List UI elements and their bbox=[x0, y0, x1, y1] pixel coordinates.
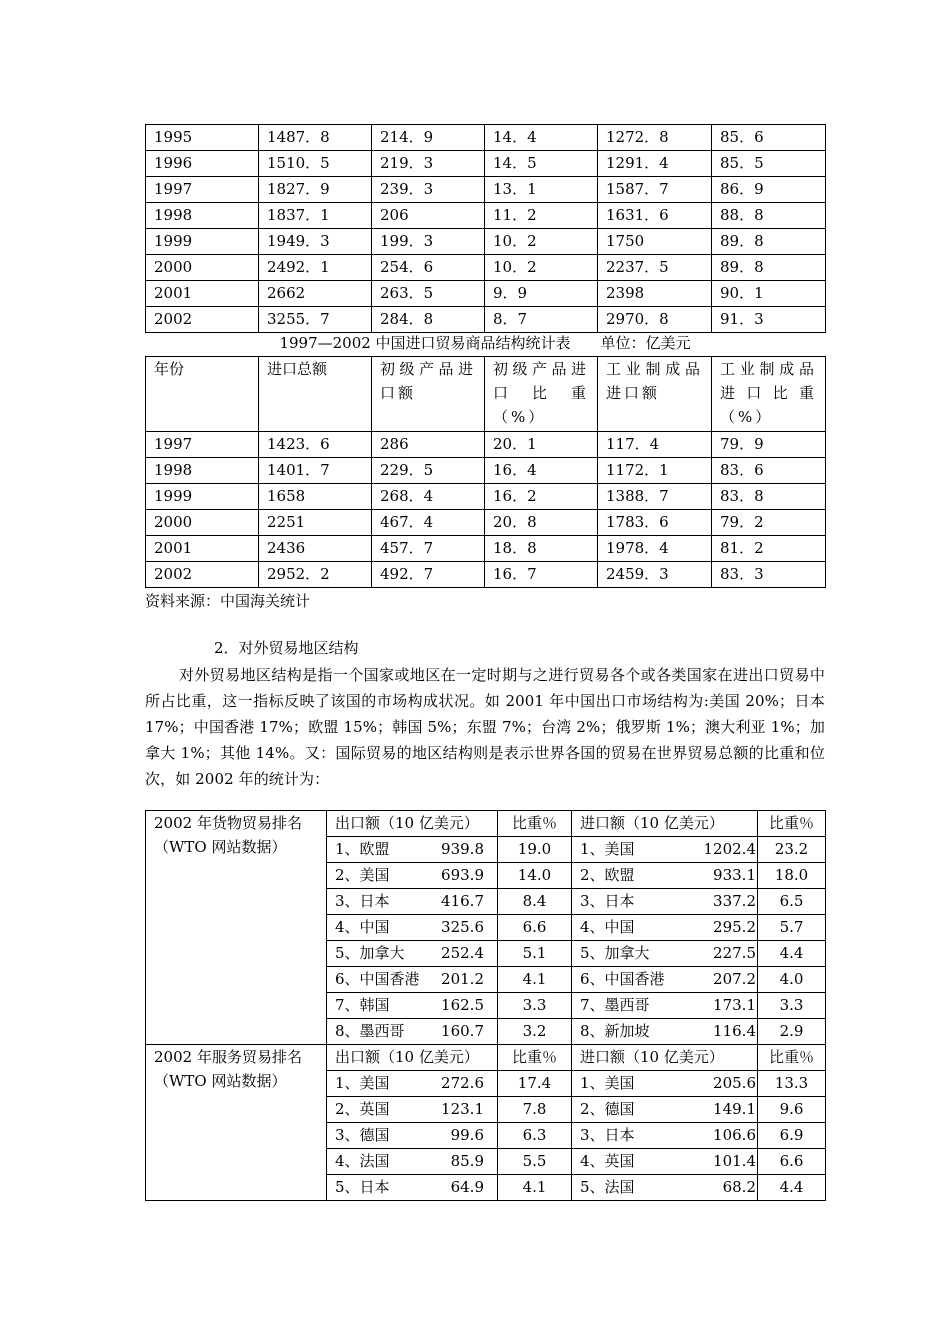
export-share: 4.1 bbox=[498, 1175, 572, 1201]
manufactured-amount-cell: 2970．8 bbox=[598, 307, 712, 333]
country-name: 3、日本 bbox=[335, 892, 390, 910]
year-cell: 2002 bbox=[146, 562, 259, 588]
primary-amount-cell: 284．8 bbox=[372, 307, 485, 333]
import-value: 101.4 bbox=[713, 1152, 756, 1170]
primary-share-cell: 10．2 bbox=[485, 229, 598, 255]
import-share: 5.7 bbox=[758, 915, 826, 941]
import-value: 173.1 bbox=[713, 996, 756, 1014]
country-name: 7、墨西哥 bbox=[580, 996, 650, 1014]
import-structure-table bbox=[145, 356, 826, 588]
country-name: 6、中国香港 bbox=[580, 970, 665, 988]
table-row bbox=[146, 536, 826, 562]
services-header-row bbox=[146, 1045, 826, 1071]
export-value: 939.8 bbox=[441, 840, 484, 858]
import-share: 9.6 bbox=[758, 1097, 826, 1123]
import-share: 3.3 bbox=[758, 993, 826, 1019]
primary-share-cell: 20．1 bbox=[485, 432, 598, 458]
primary-share-cell: 16．7 bbox=[485, 562, 598, 588]
export-value: 325.6 bbox=[441, 918, 484, 936]
export-value: 416.7 bbox=[441, 892, 484, 910]
table-row bbox=[146, 307, 826, 333]
export-entry bbox=[327, 863, 498, 889]
manufactured-share-cell: 85．6 bbox=[712, 125, 826, 151]
country-name: 2、英国 bbox=[335, 1100, 390, 1118]
table-row bbox=[146, 484, 826, 510]
manufactured-amount-cell: 1631．6 bbox=[598, 203, 712, 229]
manufactured-amount-cell: 1291．4 bbox=[598, 151, 712, 177]
table-row bbox=[146, 281, 826, 307]
total-cell: 1827．9 bbox=[259, 177, 372, 203]
primary-share-cell: 8．7 bbox=[485, 307, 598, 333]
import-structure-body bbox=[146, 357, 826, 588]
export-entry bbox=[327, 1149, 498, 1175]
import-entry bbox=[572, 1019, 758, 1045]
manufactured-amount-cell: 1750 bbox=[598, 229, 712, 255]
body-paragraph: 对外贸易地区结构是指一个国家或地区在一定时期与之进行贸易各个或各类国家在进出口贸易中所占比重，这一指标反映了该国的市场构成状况。如 2001 年中国出口市场结构为:美国 20%；日本 17%；中国香港 17%；欧盟 15%；韩国 5%；东盟 7%；台湾 2%；俄罗斯 1%；澳大利亚 1%；加拿大 1%；其他 14%。又：国际贸易的地区结构则是表示世界各国的贸易在世界贸易总额的比重和位次，如 2002 年的统计为： bbox=[145, 666, 825, 788]
export-entry bbox=[327, 993, 498, 1019]
import-value: 207.2 bbox=[713, 970, 756, 988]
year-cell: 2001 bbox=[146, 536, 259, 562]
services-col-export: 出口额（10 亿美元） bbox=[327, 1045, 498, 1071]
table-row bbox=[146, 432, 826, 458]
export-share: 7.8 bbox=[498, 1097, 572, 1123]
total-cell: 1949．3 bbox=[259, 229, 372, 255]
import-share: 6.5 bbox=[758, 889, 826, 915]
export-value: 123.1 bbox=[441, 1100, 484, 1118]
import-entry bbox=[572, 1097, 758, 1123]
table-header-row bbox=[146, 357, 826, 432]
year-cell: 1995 bbox=[146, 125, 259, 151]
import-value: 295.2 bbox=[713, 918, 756, 936]
manufactured-amount-cell: 117．4 bbox=[598, 432, 712, 458]
year-cell: 2002 bbox=[146, 307, 259, 333]
manufactured-share-cell: 89．8 bbox=[712, 255, 826, 281]
primary-share-cell: 16．2 bbox=[485, 484, 598, 510]
total-cell: 2492．1 bbox=[259, 255, 372, 281]
export-entry bbox=[327, 1175, 498, 1201]
wto-ranking-body bbox=[146, 811, 826, 1201]
goods-label-line2: （WTO 网站数据） bbox=[154, 838, 287, 856]
import-entry bbox=[572, 941, 758, 967]
primary-amount-cell: 254．6 bbox=[372, 255, 485, 281]
export-share: 19.0 bbox=[498, 837, 572, 863]
export-share: 5.1 bbox=[498, 941, 572, 967]
import-entry bbox=[572, 1071, 758, 1097]
header-primary-amount: 初级产品进口额 bbox=[372, 357, 485, 432]
total-cell: 1837．1 bbox=[259, 203, 372, 229]
import-share: 4.4 bbox=[758, 941, 826, 967]
header-manufactured-amount: 工业制成品进口额 bbox=[598, 357, 712, 432]
manufactured-amount-cell: 2398 bbox=[598, 281, 712, 307]
total-cell: 2662 bbox=[259, 281, 372, 307]
header-total: 进口总额 bbox=[259, 357, 372, 432]
import-share: 18.0 bbox=[758, 863, 826, 889]
primary-amount-cell: 206 bbox=[372, 203, 485, 229]
manufactured-amount-cell: 1783．6 bbox=[598, 510, 712, 536]
manufactured-share-cell: 83．6 bbox=[712, 458, 826, 484]
export-structure-body bbox=[146, 125, 826, 333]
import-entry bbox=[572, 967, 758, 993]
import-entry bbox=[572, 1175, 758, 1201]
goods-col-import: 进口额（10 亿美元） bbox=[572, 811, 758, 837]
country-name: 1、欧盟 bbox=[335, 840, 390, 858]
export-share: 4.1 bbox=[498, 967, 572, 993]
import-share: 13.3 bbox=[758, 1071, 826, 1097]
import-entry bbox=[572, 1123, 758, 1149]
country-name: 4、法国 bbox=[335, 1152, 390, 1170]
country-name: 5、日本 bbox=[335, 1178, 390, 1196]
manufactured-share-cell: 89．8 bbox=[712, 229, 826, 255]
import-entry bbox=[572, 863, 758, 889]
country-name: 3、德国 bbox=[335, 1126, 390, 1144]
primary-share-cell: 10．2 bbox=[485, 255, 598, 281]
country-name: 8、新加坡 bbox=[580, 1022, 650, 1040]
import-share: 6.6 bbox=[758, 1149, 826, 1175]
export-entry bbox=[327, 889, 498, 915]
import-value: 68.2 bbox=[722, 1178, 756, 1196]
country-name: 2、美国 bbox=[335, 866, 390, 884]
country-name: 8、墨西哥 bbox=[335, 1022, 405, 1040]
primary-amount-cell: 268．4 bbox=[372, 484, 485, 510]
table-row bbox=[146, 229, 826, 255]
total-cell: 1487．8 bbox=[259, 125, 372, 151]
total-cell: 2251 bbox=[259, 510, 372, 536]
goods-col-share: 比重％ bbox=[498, 811, 572, 837]
services-col-share2: 比重％ bbox=[758, 1045, 826, 1071]
import-share: 4.4 bbox=[758, 1175, 826, 1201]
services-label-line1: 2002 年服务贸易排名 bbox=[154, 1048, 302, 1066]
total-cell: 1423．6 bbox=[259, 432, 372, 458]
country-name: 4、中国 bbox=[335, 918, 390, 936]
primary-amount-cell: 229．5 bbox=[372, 458, 485, 484]
export-entry bbox=[327, 941, 498, 967]
total-cell: 2952．2 bbox=[259, 562, 372, 588]
export-entry bbox=[327, 1071, 498, 1097]
total-cell: 1401．7 bbox=[259, 458, 372, 484]
manufactured-share-cell: 90．1 bbox=[712, 281, 826, 307]
manufactured-share-cell: 83．8 bbox=[712, 484, 826, 510]
export-structure-table bbox=[145, 124, 826, 333]
services-col-import: 进口额（10 亿美元） bbox=[572, 1045, 758, 1071]
export-value: 272.6 bbox=[441, 1074, 484, 1092]
manufactured-amount-cell: 2459．3 bbox=[598, 562, 712, 588]
import-value: 116.4 bbox=[713, 1022, 756, 1040]
manufactured-amount-cell: 1587．7 bbox=[598, 177, 712, 203]
import-value: 227.5 bbox=[713, 944, 756, 962]
year-cell: 1997 bbox=[146, 432, 259, 458]
primary-amount-cell: 467．4 bbox=[372, 510, 485, 536]
goods-col-export: 出口额（10 亿美元） bbox=[327, 811, 498, 837]
primary-share-cell: 9．9 bbox=[485, 281, 598, 307]
import-value: 1202.4 bbox=[703, 840, 756, 858]
country-name: 3、日本 bbox=[580, 1126, 635, 1144]
total-cell: 1510．5 bbox=[259, 151, 372, 177]
export-entry bbox=[327, 1097, 498, 1123]
import-table-caption: 1997—2002 中国进口贸易商品结构统计表 单位：亿美元 bbox=[279, 334, 691, 352]
year-cell: 1996 bbox=[146, 151, 259, 177]
export-value: 64.9 bbox=[450, 1178, 484, 1196]
export-value: 252.4 bbox=[441, 944, 484, 962]
import-value: 933.1 bbox=[713, 866, 756, 884]
import-share: 2.9 bbox=[758, 1019, 826, 1045]
manufactured-share-cell: 88．8 bbox=[712, 203, 826, 229]
import-share: 4.0 bbox=[758, 967, 826, 993]
source-note: 资料来源：中国海关统计 bbox=[145, 592, 311, 610]
section-heading: 2．对外贸易地区结构 bbox=[214, 639, 359, 657]
country-name: 1、美国 bbox=[580, 1074, 635, 1092]
goods-ranking-label bbox=[146, 811, 327, 1045]
export-entry bbox=[327, 1123, 498, 1149]
export-entry bbox=[327, 967, 498, 993]
export-value: 85.9 bbox=[450, 1152, 484, 1170]
primary-amount-cell: 492．7 bbox=[372, 562, 485, 588]
import-entry bbox=[572, 993, 758, 1019]
country-name: 3、日本 bbox=[580, 892, 635, 910]
export-share: 5.5 bbox=[498, 1149, 572, 1175]
year-cell: 2001 bbox=[146, 281, 259, 307]
primary-share-cell: 16．4 bbox=[485, 458, 598, 484]
primary-share-cell: 14．4 bbox=[485, 125, 598, 151]
country-name: 4、中国 bbox=[580, 918, 635, 936]
total-cell: 1658 bbox=[259, 484, 372, 510]
primary-share-cell: 14．5 bbox=[485, 151, 598, 177]
primary-share-cell: 11．2 bbox=[485, 203, 598, 229]
header-year: 年份 bbox=[146, 357, 259, 432]
export-share: 3.2 bbox=[498, 1019, 572, 1045]
country-name: 4、英国 bbox=[580, 1152, 635, 1170]
import-value: 106.6 bbox=[713, 1126, 756, 1144]
primary-amount-cell: 199．3 bbox=[372, 229, 485, 255]
year-cell: 1998 bbox=[146, 458, 259, 484]
manufactured-share-cell: 91．3 bbox=[712, 307, 826, 333]
import-entry bbox=[572, 889, 758, 915]
primary-amount-cell: 457．7 bbox=[372, 536, 485, 562]
export-value: 160.7 bbox=[441, 1022, 484, 1040]
import-share: 23.2 bbox=[758, 837, 826, 863]
services-col-share: 比重％ bbox=[498, 1045, 572, 1071]
year-cell: 2000 bbox=[146, 255, 259, 281]
table-row bbox=[146, 458, 826, 484]
manufactured-share-cell: 83．3 bbox=[712, 562, 826, 588]
export-share: 3.3 bbox=[498, 993, 572, 1019]
total-cell: 2436 bbox=[259, 536, 372, 562]
goods-header-row bbox=[146, 811, 826, 837]
wto-ranking-table bbox=[145, 810, 826, 1201]
table-row bbox=[146, 203, 826, 229]
country-name: 1、美国 bbox=[580, 840, 635, 858]
goods-col-share2: 比重％ bbox=[758, 811, 826, 837]
manufactured-amount-cell: 1172．1 bbox=[598, 458, 712, 484]
import-entry bbox=[572, 915, 758, 941]
table-row bbox=[146, 151, 826, 177]
year-cell: 2000 bbox=[146, 510, 259, 536]
export-entry bbox=[327, 837, 498, 863]
manufactured-share-cell: 81．2 bbox=[712, 536, 826, 562]
services-ranking-label bbox=[146, 1045, 327, 1201]
primary-amount-cell: 286 bbox=[372, 432, 485, 458]
manufactured-share-cell: 85．5 bbox=[712, 151, 826, 177]
primary-amount-cell: 239．3 bbox=[372, 177, 485, 203]
table-row bbox=[146, 125, 826, 151]
total-cell: 3255．7 bbox=[259, 307, 372, 333]
export-value: 99.6 bbox=[450, 1126, 484, 1144]
manufactured-amount-cell: 2237．5 bbox=[598, 255, 712, 281]
manufactured-amount-cell: 1272．8 bbox=[598, 125, 712, 151]
country-name: 7、韩国 bbox=[335, 996, 390, 1014]
export-entry bbox=[327, 915, 498, 941]
table-row bbox=[146, 255, 826, 281]
primary-amount-cell: 214．9 bbox=[372, 125, 485, 151]
export-share: 14.0 bbox=[498, 863, 572, 889]
goods-label-line1: 2002 年货物贸易排名 bbox=[154, 814, 302, 832]
services-label-line2: （WTO 网站数据） bbox=[154, 1072, 287, 1090]
export-value: 162.5 bbox=[441, 996, 484, 1014]
year-cell: 1997 bbox=[146, 177, 259, 203]
manufactured-share-cell: 86．9 bbox=[712, 177, 826, 203]
country-name: 5、加拿大 bbox=[580, 944, 650, 962]
import-share: 6.9 bbox=[758, 1123, 826, 1149]
manufactured-amount-cell: 1978．4 bbox=[598, 536, 712, 562]
import-entry bbox=[572, 1149, 758, 1175]
primary-amount-cell: 219．3 bbox=[372, 151, 485, 177]
primary-amount-cell: 263．5 bbox=[372, 281, 485, 307]
primary-share-cell: 20．8 bbox=[485, 510, 598, 536]
export-share: 8.4 bbox=[498, 889, 572, 915]
country-name: 1、美国 bbox=[335, 1074, 390, 1092]
export-share: 6.6 bbox=[498, 915, 572, 941]
country-name: 5、加拿大 bbox=[335, 944, 405, 962]
import-entry bbox=[572, 837, 758, 863]
table-row bbox=[146, 177, 826, 203]
year-cell: 1998 bbox=[146, 203, 259, 229]
manufactured-share-cell: 79．9 bbox=[712, 432, 826, 458]
header-primary-share: 初级产品进口比重（%） bbox=[485, 357, 598, 432]
table-row bbox=[146, 562, 826, 588]
country-name: 6、中国香港 bbox=[335, 970, 420, 988]
import-value: 337.2 bbox=[713, 892, 756, 910]
export-value: 201.2 bbox=[441, 970, 484, 988]
country-name: 5、法国 bbox=[580, 1178, 635, 1196]
export-share: 6.3 bbox=[498, 1123, 572, 1149]
import-value: 205.6 bbox=[713, 1074, 756, 1092]
manufactured-amount-cell: 1388．7 bbox=[598, 484, 712, 510]
primary-share-cell: 13．1 bbox=[485, 177, 598, 203]
header-manufactured-share: 工业制成品进口比重（%） bbox=[712, 357, 826, 432]
year-cell: 1999 bbox=[146, 229, 259, 255]
year-cell: 1999 bbox=[146, 484, 259, 510]
export-value: 693.9 bbox=[441, 866, 484, 884]
import-value: 149.1 bbox=[713, 1100, 756, 1118]
table-row bbox=[146, 510, 826, 536]
export-entry bbox=[327, 1019, 498, 1045]
country-name: 2、德国 bbox=[580, 1100, 635, 1118]
export-share: 17.4 bbox=[498, 1071, 572, 1097]
manufactured-share-cell: 79．2 bbox=[712, 510, 826, 536]
primary-share-cell: 18．8 bbox=[485, 536, 598, 562]
country-name: 2、欧盟 bbox=[580, 866, 635, 884]
